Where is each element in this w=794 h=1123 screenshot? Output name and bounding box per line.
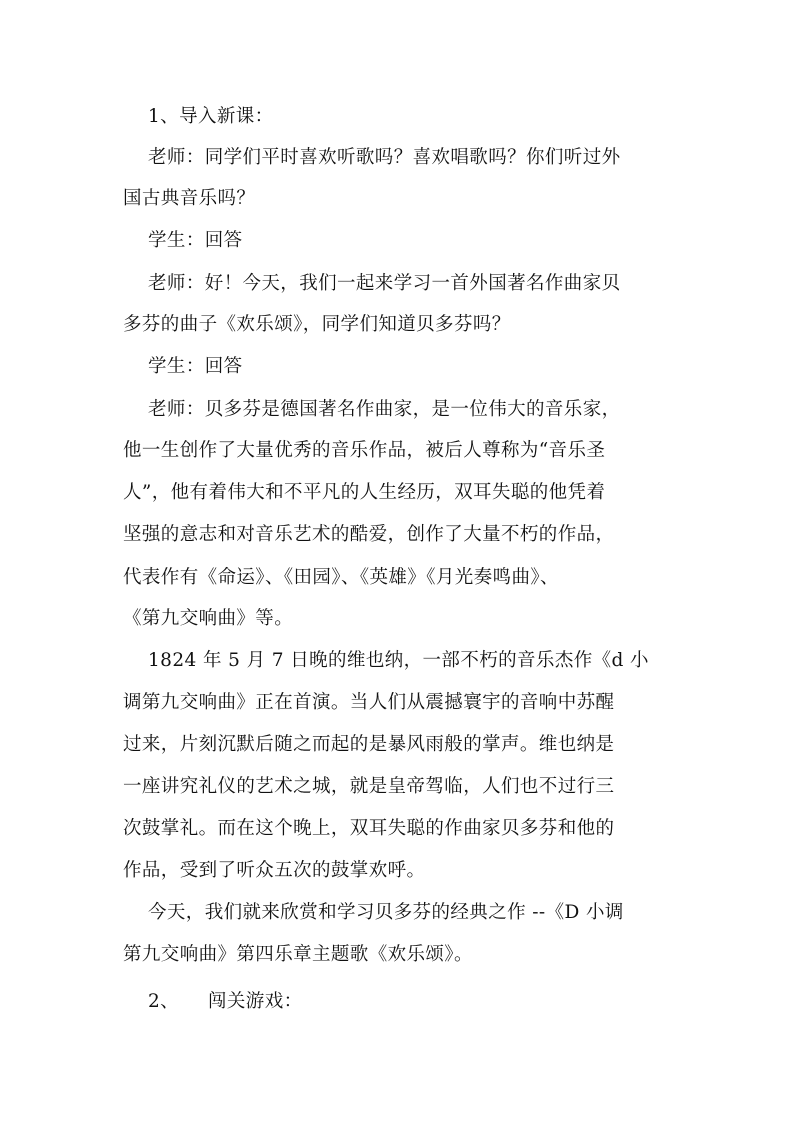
paragraph-line: 老师：同学们平时喜欢听歌吗？喜欢唱歌吗？你们听过外: [148, 147, 621, 168]
paragraph-line: 老师：贝多芬是德国著名作曲家，是一位伟大的音乐家，: [148, 399, 621, 420]
paragraph-line: 调第九交响曲》正在首演。当人们从震撼寰宇的音响中苏醒: [123, 692, 615, 713]
paragraph-line: 老师：好！今天，我们一起来学习一首外国著名作曲家贝: [148, 273, 621, 294]
paragraph-line: 过来，片刻沉默后随之而起的是暴风雨般的掌声。维也纳是: [123, 734, 615, 755]
section-heading-1: 1、导入新课：: [148, 106, 274, 127]
paragraph-line: 人”，他有着伟大和不平凡的人生经历，双耳失聪的他凭着: [123, 482, 606, 503]
paragraph-line: 学生：回答: [148, 356, 243, 377]
section-number-2: 2、: [148, 991, 180, 1012]
paragraph-line: 坚强的意志和对音乐艺术的酷爱，创作了大量不朽的作品，: [123, 524, 615, 545]
paragraph-line: 《第九交响曲》等。: [123, 608, 294, 629]
paragraph-line: 今天，我们就来欣赏和学习贝多芬的经典之作 --《D 小调: [148, 902, 624, 923]
section-title-2: 闯关游戏：: [208, 991, 303, 1012]
paragraph-line: 学生：回答: [148, 230, 243, 251]
paragraph-line: 次鼓掌礼。而在这个晚上，双耳失聪的作曲家贝多芬和他的: [123, 818, 615, 839]
paragraph-line: 代表作有《命运》、《田园》、《英雄》《月光奏鸣曲》、: [123, 567, 559, 588]
paragraph-line: 1824 年 5 月 7 日晚的维也纳，一部不朽的音乐杰作《d 小: [148, 650, 649, 671]
paragraph-line: 国古典音乐吗？: [123, 188, 256, 209]
paragraph-line: 他一生创作了大量优秀的音乐作品，被后人尊称为“音乐圣: [123, 440, 606, 461]
paragraph-line: 作品，受到了听众五次的鼓掌欢呼。: [123, 860, 426, 881]
paragraph-line: 多芬的曲子《欢乐颂》，同学们知道贝多芬吗？: [123, 314, 511, 335]
paragraph-line: 一座讲究礼仪的艺术之城，就是皇帝驾临，人们也不过行三: [123, 776, 615, 797]
paragraph-line: 第九交响曲》第四乐章主题歌《欢乐颂》。: [123, 944, 473, 965]
